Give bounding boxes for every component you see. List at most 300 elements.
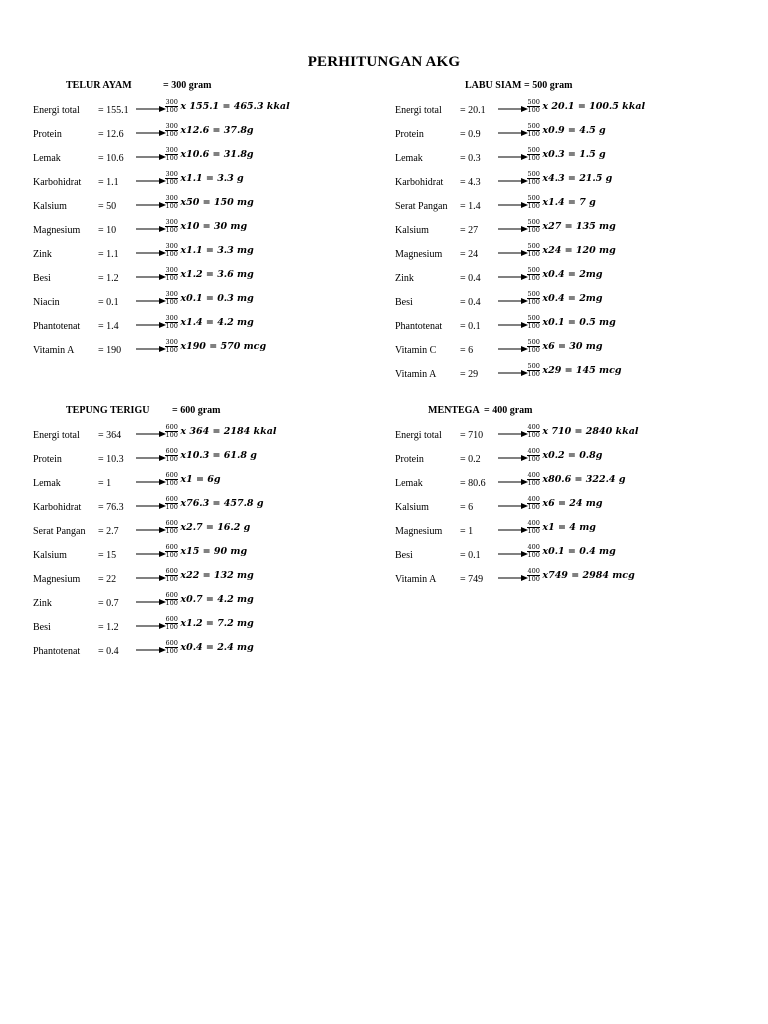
fraction: [165, 448, 178, 463]
section-weight: = 400 gram: [484, 405, 533, 416]
fraction-numerator: 500: [527, 194, 540, 202]
calculation-result: x 710 = 2840 kkal: [542, 426, 639, 437]
nutrient-name: Vitamin A: [395, 574, 437, 585]
nutrient-row: [33, 314, 393, 337]
fraction-numerator: 600: [165, 567, 178, 575]
calculation: [165, 171, 244, 186]
fraction-denominator: 100: [165, 551, 178, 559]
nutrient-value: = 1: [460, 526, 474, 537]
nutrient-row: [33, 495, 393, 518]
nutrient-value: = 1.1: [98, 177, 119, 188]
nutrient-value: = 155.1: [98, 105, 129, 116]
nutrient-name: Energi total: [33, 430, 80, 441]
nutrient-row: [33, 338, 393, 361]
fraction: [165, 99, 178, 114]
nutrient-name: Besi: [33, 622, 51, 633]
arrow-right-icon: [136, 247, 166, 259]
calculation: [165, 544, 247, 559]
nutrient-value: = 1.4: [98, 321, 119, 332]
nutrient-value: = 22: [98, 574, 117, 585]
arrow-right-icon: [136, 295, 166, 307]
fraction-numerator: 500: [527, 122, 540, 130]
calculation: [527, 171, 612, 186]
fraction: [527, 195, 540, 210]
fraction-numerator: 300: [165, 98, 178, 106]
calculation-result: x 364 = 2184 kkal: [180, 426, 277, 437]
arrow-right-icon: [498, 223, 528, 235]
calculation-result: x2.7 = 16.2 g: [180, 522, 251, 533]
arrow-right-icon: [136, 343, 166, 355]
calculation: [527, 424, 638, 439]
nutrient-row: [33, 567, 393, 590]
calculation: [527, 291, 603, 306]
fraction-numerator: 500: [527, 338, 540, 346]
arrow-right-icon: [498, 199, 528, 211]
arrow-right-icon: [498, 500, 528, 512]
fraction-numerator: 400: [527, 543, 540, 551]
fraction: [165, 195, 178, 210]
fraction-denominator: 100: [527, 226, 540, 234]
fraction-denominator: 100: [527, 346, 540, 354]
section-name: TEPUNG TERIGU: [66, 405, 150, 416]
fraction-numerator: 500: [527, 218, 540, 226]
nutrient-value: = 6: [460, 345, 474, 356]
calculation-result: x0.1 = 0.3 mg: [180, 293, 254, 304]
nutrient-value: = 10.3: [98, 454, 124, 465]
nutrient-name: Karbohidrat: [395, 177, 444, 188]
calculation-result: x 155.1 = 465.3 kkal: [180, 101, 290, 112]
arrow-right-icon: [136, 644, 166, 656]
nutrient-name: Kalsium: [33, 550, 67, 561]
calculation: [527, 496, 603, 511]
calculation-result: x0.4 = 2mg: [542, 293, 603, 304]
fraction-denominator: 100: [527, 575, 540, 583]
fraction-denominator: 100: [527, 479, 540, 487]
fraction-denominator: 100: [527, 503, 540, 511]
nutrient-value: = 50: [98, 201, 117, 212]
arrow-right-icon: [136, 500, 166, 512]
nutrient-value: = 0.3: [460, 153, 481, 164]
fraction-numerator: 300: [165, 314, 178, 322]
nutrient-value: = 15: [98, 550, 117, 561]
fraction: [527, 147, 540, 162]
fraction-denominator: 100: [527, 250, 540, 258]
nutrient-name: Serat Pangan: [33, 526, 86, 537]
arrow-right-icon: [136, 223, 166, 235]
nutrient-name: Zink: [33, 249, 52, 260]
nutrient-name: Lemak: [395, 478, 423, 489]
fraction: [527, 267, 540, 282]
calculation: [527, 315, 616, 330]
fraction: [527, 424, 540, 439]
fraction-numerator: 300: [165, 266, 178, 274]
nutrient-row: [395, 146, 755, 169]
fraction-numerator: 300: [165, 194, 178, 202]
arrow-right-icon: [136, 524, 166, 536]
nutrient-value: = 0.1: [460, 550, 481, 561]
nutrient-name: Magnesium: [33, 225, 81, 236]
fraction-numerator: 600: [165, 639, 178, 647]
nutrient-row: [395, 495, 755, 518]
calculation-result: x15 = 90 mg: [180, 546, 248, 557]
fraction: [527, 123, 540, 138]
calculation: [165, 424, 276, 439]
fraction-denominator: 100: [527, 154, 540, 162]
arrow-right-icon: [498, 319, 528, 331]
calculation: [527, 448, 602, 463]
fraction-denominator: 100: [527, 106, 540, 114]
nutrient-name: Niacin: [33, 297, 60, 308]
fraction: [165, 339, 178, 354]
nutrient-value: = 0.4: [98, 646, 119, 657]
fraction: [165, 315, 178, 330]
nutrient-value: = 29: [460, 369, 479, 380]
fraction-denominator: 100: [527, 551, 540, 559]
fraction-denominator: 100: [527, 298, 540, 306]
calculation-result: x6 = 30 mg: [542, 341, 603, 352]
fraction-numerator: 600: [165, 519, 178, 527]
fraction-numerator: 600: [165, 543, 178, 551]
nutrient-value: = 4.3: [460, 177, 481, 188]
nutrient-value: = 710: [460, 430, 484, 441]
nutrient-name: Besi: [395, 550, 413, 561]
nutrient-row: [33, 615, 393, 638]
fraction-denominator: 100: [165, 130, 178, 138]
nutrient-value: = 27: [460, 225, 479, 236]
nutrient-row: [395, 567, 755, 590]
fraction: [527, 544, 540, 559]
fraction-denominator: 100: [527, 370, 540, 378]
calculation-result: x76.3 = 457.8 g: [180, 498, 264, 509]
arrow-right-icon: [136, 428, 166, 440]
fraction-numerator: 300: [165, 122, 178, 130]
nutrient-name: Kalsium: [395, 502, 429, 513]
nutrient-row: [395, 290, 755, 313]
fraction-numerator: 400: [527, 447, 540, 455]
calculation-result: x 20.1 = 100.5 kkal: [542, 101, 646, 112]
nutrient-row: [395, 519, 755, 542]
fraction-numerator: 500: [527, 290, 540, 298]
calculation: [527, 472, 626, 487]
nutrient-name: Protein: [395, 129, 424, 140]
fraction-numerator: 600: [165, 423, 178, 431]
nutrient-value: = 0.4: [460, 273, 481, 284]
nutrient-value: = 1: [98, 478, 112, 489]
calculation-result: x0.9 = 4.5 g: [542, 125, 606, 136]
calculation: [527, 219, 616, 234]
nutrient-name: Vitamin A: [395, 369, 437, 380]
calculation-result: x10.3 = 61.8 g: [180, 450, 257, 461]
fraction-denominator: 100: [165, 322, 178, 330]
nutrient-name: Protein: [33, 454, 62, 465]
fraction-numerator: 600: [165, 471, 178, 479]
page-title: PERHITUNGAN AKG: [307, 54, 461, 70]
arrow-right-icon: [498, 524, 528, 536]
nutrient-row: [395, 98, 755, 121]
nutrient-name: Zink: [395, 273, 414, 284]
calculation: [165, 291, 254, 306]
nutrient-name: Karbohidrat: [33, 177, 82, 188]
fraction-numerator: 300: [165, 170, 178, 178]
fraction: [165, 520, 178, 535]
fraction: [165, 267, 178, 282]
calculation: [527, 147, 606, 162]
arrow-right-icon: [498, 247, 528, 259]
calculation: [165, 243, 254, 258]
arrow-right-icon: [498, 343, 528, 355]
arrow-right-icon: [498, 428, 528, 440]
arrow-right-icon: [136, 620, 166, 632]
fraction-denominator: 100: [527, 178, 540, 186]
arrow-right-icon: [136, 175, 166, 187]
fraction-numerator: 400: [527, 495, 540, 503]
nutrient-name: Magnesium: [395, 526, 443, 537]
fraction-numerator: 500: [527, 314, 540, 322]
fraction-numerator: 500: [527, 146, 540, 154]
calculation-result: x12.6 = 37.8g: [180, 125, 254, 136]
arrow-right-icon: [136, 548, 166, 560]
calculation: [165, 219, 247, 234]
fraction: [527, 99, 540, 114]
fraction-numerator: 600: [165, 615, 178, 623]
arrow-right-icon: [136, 127, 166, 139]
calculation: [165, 99, 290, 114]
nutrient-row: [33, 194, 393, 217]
calculation-result: x1.1 = 3.3 g: [180, 173, 244, 184]
arrow-right-icon: [498, 271, 528, 283]
fraction-numerator: 400: [527, 423, 540, 431]
fraction-numerator: 500: [527, 170, 540, 178]
nutrient-value: = 749: [460, 574, 484, 585]
nutrient-row: [395, 266, 755, 289]
calculation: [527, 520, 596, 535]
arrow-right-icon: [498, 295, 528, 307]
calculation: [165, 315, 254, 330]
arrow-right-icon: [136, 151, 166, 163]
nutrient-row: [33, 639, 393, 662]
nutrient-value: = 10: [98, 225, 117, 236]
nutrient-name: Phantotenat: [395, 321, 443, 332]
nutrient-name: Energi total: [395, 430, 442, 441]
calculation-result: x27 = 135 mg: [542, 221, 616, 232]
fraction-denominator: 100: [165, 154, 178, 162]
calculation: [527, 339, 603, 354]
calculation: [165, 339, 266, 354]
nutrient-name: Protein: [33, 129, 62, 140]
nutrient-row: [33, 447, 393, 470]
fraction-numerator: 600: [165, 447, 178, 455]
nutrient-name: Energi total: [395, 105, 442, 116]
fraction-numerator: 500: [527, 242, 540, 250]
calculation: [165, 640, 254, 655]
nutrient-name: Phantotenat: [33, 646, 81, 657]
arrow-right-icon: [498, 175, 528, 187]
fraction: [527, 496, 540, 511]
fraction-numerator: 300: [165, 290, 178, 298]
nutrient-value: = 20.1: [460, 105, 486, 116]
fraction: [165, 123, 178, 138]
nutrient-name: Lemak: [33, 153, 61, 164]
arrow-right-icon: [498, 548, 528, 560]
nutrient-row: [33, 242, 393, 265]
fraction: [527, 472, 540, 487]
calculation-result: x0.1 = 0.4 mg: [542, 546, 616, 557]
fraction-numerator: 500: [527, 266, 540, 274]
section-weight: = 500 gram: [524, 80, 573, 91]
nutrient-value: = 0.1: [98, 297, 119, 308]
calculation: [527, 363, 622, 378]
fraction-numerator: 500: [527, 98, 540, 106]
nutrient-name: Lemak: [33, 478, 61, 489]
nutrient-value: = 6: [460, 502, 474, 513]
nutrient-name: Phantotenat: [33, 321, 81, 332]
nutrient-name: Besi: [395, 297, 413, 308]
fraction-numerator: 400: [527, 567, 540, 575]
calculation: [527, 99, 645, 114]
calculation: [165, 616, 254, 631]
fraction: [165, 640, 178, 655]
section-name: MENTEGA: [428, 405, 480, 416]
calculation: [527, 568, 635, 583]
nutrient-row: [33, 170, 393, 193]
calculation-result: x1.2 = 7.2 mg: [180, 618, 254, 629]
nutrient-row: [395, 170, 755, 193]
calculation: [165, 520, 250, 535]
calculation-result: x29 = 145 mcg: [542, 365, 622, 376]
calculation-result: x80.6 = 322.4 g: [542, 474, 626, 485]
fraction-numerator: 400: [527, 519, 540, 527]
fraction-denominator: 100: [527, 130, 540, 138]
calculation-result: x0.1 = 0.5 mg: [542, 317, 616, 328]
arrow-right-icon: [498, 572, 528, 584]
nutrient-row: [395, 471, 755, 494]
fraction-denominator: 100: [165, 431, 178, 439]
fraction-denominator: 100: [165, 202, 178, 210]
calculation: [165, 592, 254, 607]
fraction-denominator: 100: [165, 623, 178, 631]
fraction-denominator: 100: [165, 250, 178, 258]
nutrient-value: = 1.2: [98, 622, 119, 633]
fraction-denominator: 100: [527, 527, 540, 535]
fraction: [165, 243, 178, 258]
nutrient-row: [33, 471, 393, 494]
nutrient-name: Vitamin A: [33, 345, 75, 356]
calculation: [165, 448, 257, 463]
calculation-result: x50 = 150 mg: [180, 197, 254, 208]
fraction-denominator: 100: [165, 274, 178, 282]
nutrient-name: Energi total: [33, 105, 80, 116]
nutrient-value: = 80.6: [460, 478, 486, 489]
nutrient-value: = 24: [460, 249, 479, 260]
fraction: [165, 496, 178, 511]
nutrient-row: [395, 362, 755, 385]
calculation-result: x1.4 = 4.2 mg: [180, 317, 254, 328]
arrow-right-icon: [498, 476, 528, 488]
fraction: [165, 616, 178, 631]
nutrient-name: Vitamin C: [395, 345, 437, 356]
fraction: [527, 448, 540, 463]
calculation-result: x22 = 132 mg: [180, 570, 254, 581]
nutrient-value: = 10.6: [98, 153, 124, 164]
fraction-denominator: 100: [527, 322, 540, 330]
calculation: [165, 496, 264, 511]
nutrient-row: [395, 314, 755, 337]
calculation-result: x0.7 = 4.2 mg: [180, 594, 254, 605]
calculation-result: x1.4 = 7 g: [542, 197, 596, 208]
fraction-denominator: 100: [165, 455, 178, 463]
arrow-right-icon: [498, 103, 528, 115]
nutrient-name: Serat Pangan: [395, 201, 448, 212]
nutrient-name: Kalsium: [395, 225, 429, 236]
arrow-right-icon: [498, 127, 528, 139]
calculation-result: x190 = 570 mcg: [180, 341, 267, 352]
fraction: [527, 315, 540, 330]
nutrient-row: [395, 543, 755, 566]
nutrient-value: = 364: [98, 430, 122, 441]
fraction: [165, 147, 178, 162]
nutrient-value: = 12.6: [98, 129, 124, 140]
calculation: [165, 123, 254, 138]
fraction-numerator: 300: [165, 338, 178, 346]
arrow-right-icon: [498, 367, 528, 379]
arrow-right-icon: [498, 452, 528, 464]
fraction: [527, 520, 540, 535]
nutrient-row: [33, 146, 393, 169]
nutrient-row: [395, 338, 755, 361]
calculation: [165, 267, 254, 282]
nutrient-row: [33, 543, 393, 566]
fraction: [165, 472, 178, 487]
fraction-numerator: 300: [165, 242, 178, 250]
arrow-right-icon: [136, 103, 166, 115]
section-weight: = 300 gram: [163, 80, 212, 91]
fraction-numerator: 300: [165, 218, 178, 226]
calculation-result: x1.2 = 3.6 mg: [180, 269, 254, 280]
fraction: [527, 339, 540, 354]
nutrient-row: [395, 242, 755, 265]
calculation-result: x1 = 6g: [180, 474, 221, 485]
nutrient-name: Magnesium: [33, 574, 81, 585]
fraction-denominator: 100: [165, 479, 178, 487]
section-name: TELUR AYAM: [66, 80, 132, 91]
calculation: [165, 472, 221, 487]
nutrient-value: = 0.7: [98, 598, 119, 609]
calculation-result: x0.4 = 2.4 mg: [180, 642, 254, 653]
fraction-numerator: 600: [165, 495, 178, 503]
nutrient-row: [33, 290, 393, 313]
nutrient-row: [33, 591, 393, 614]
calculation: [527, 544, 616, 559]
nutrient-value: = 1.4: [460, 201, 481, 212]
calculation-result: x24 = 120 mg: [542, 245, 616, 256]
nutrient-row: [395, 122, 755, 145]
fraction: [165, 219, 178, 234]
arrow-right-icon: [136, 452, 166, 464]
fraction-denominator: 100: [165, 178, 178, 186]
calculation-result: x1 = 4 mg: [542, 522, 596, 533]
section-weight: = 600 gram: [172, 405, 221, 416]
calculation-result: x6 = 24 mg: [542, 498, 603, 509]
nutrient-row: [33, 122, 393, 145]
section-name: LABU SIAM: [465, 80, 522, 91]
nutrient-value: = 0.1: [460, 321, 481, 332]
calculation: [527, 195, 596, 210]
fraction-denominator: 100: [165, 298, 178, 306]
fraction-denominator: 100: [527, 431, 540, 439]
nutrient-value: = 2.7: [98, 526, 119, 537]
fraction: [527, 363, 540, 378]
nutrient-row: [395, 423, 755, 446]
